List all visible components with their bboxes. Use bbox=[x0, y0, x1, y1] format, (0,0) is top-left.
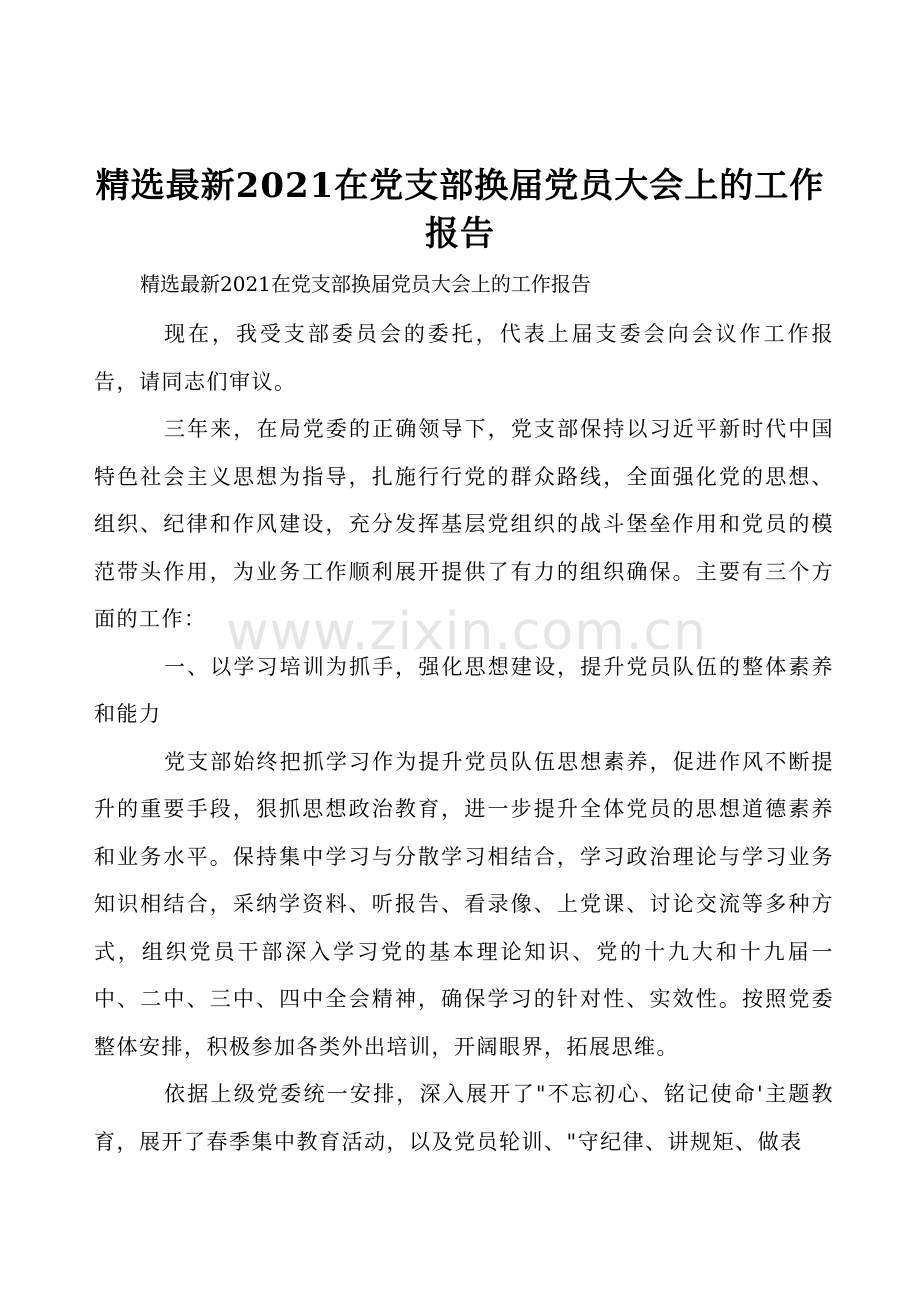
paragraph-overview: 三年来，在局党委的正确领导下，党支部保持以习近平新时代中国特色社会主义思想为指导，扎施行行党的群众路线，全面强化党的思想、组织、纪律和作风建设，充分发挥基层党组织的战斗堡垒作用和党员的模范带头作用，为业务工作顺利展开提供了有力的组织确保。主要有三个方面的工作： bbox=[94, 417, 834, 631]
section-heading-1: 一、以学习培训为抓手，强化思想建设，提升党员队伍的整体素养和能力 bbox=[94, 654, 834, 726]
paragraph-education: 依据上级党委统一安排，深入展开了"不忘初心、铭记使命'主题教育，展开了春季集中教育活动，以及党员轮训、"守纪律、讲规矩、做表 bbox=[94, 1082, 834, 1154]
paragraph-study: 党支部始终把抓学习作为提升党员队伍思想素养，促进作风不断提升的重要手段，狠抓思想政治教育，进一步提升全体党员的思想道德素养和业务水平。保持集中学习与分散学习相结合，学习政治理论与学习业务知识相结合，采纳学资料、听报告、看录像、上党课、讨论交流等多种方式，组织党员干部深入学习党的基本理论知识、党的十九大和十九届一中、二中、三中、四中全会精神，确保学习的针对性、实效性。按照党委整体安排，积极参加各类外出培训，开阔眼界，拓展思维。 bbox=[94, 749, 834, 1059]
watermark: www.zixin.com.cn bbox=[226, 602, 707, 662]
document-title: 精选最新2021在党支部换届党员大会上的工作报告 bbox=[95, 166, 825, 254]
document-body bbox=[94, 311, 834, 1166]
document-subtitle: 精选最新2021在党支部换届党员大会上的工作报告 bbox=[140, 272, 591, 296]
paragraph-intro: 现在，我受支部委员会的委托，代表上届支委会向会议作工作报告，请同志们审议。 bbox=[94, 322, 834, 394]
